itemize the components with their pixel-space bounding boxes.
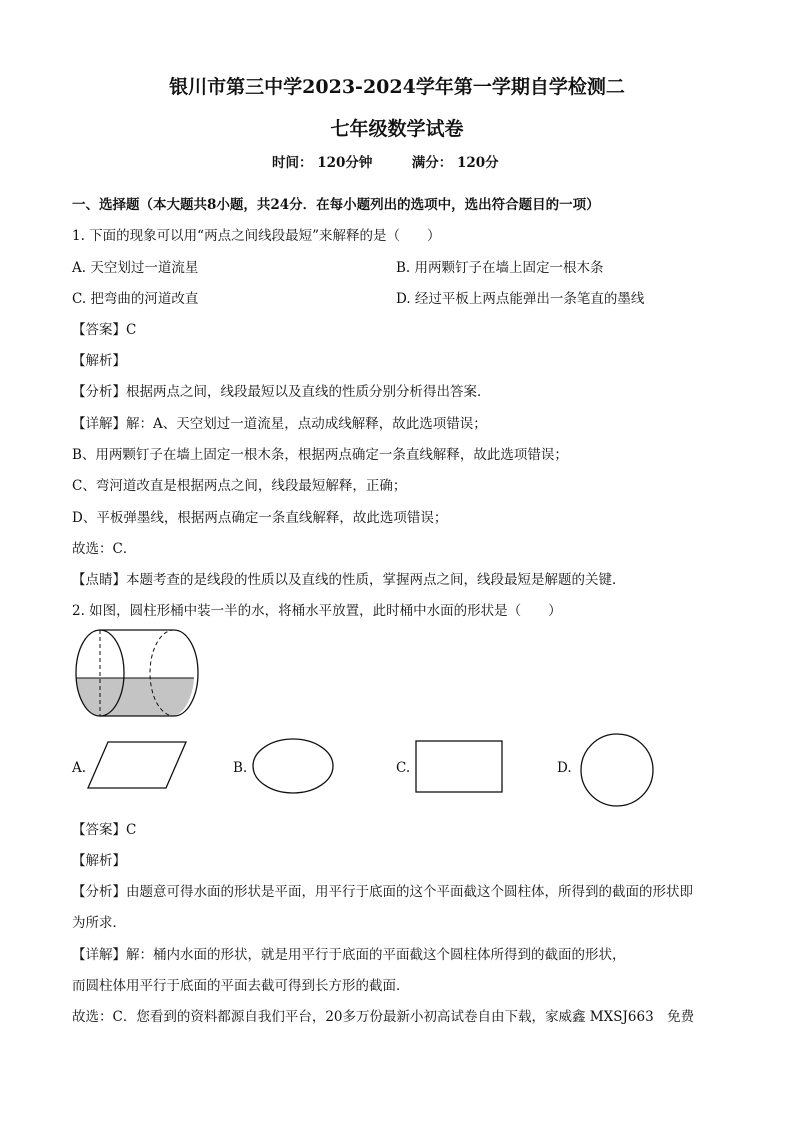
q2-option-a-label: A. bbox=[72, 760, 87, 776]
q1-analysis: 【分析】根据两点之间，线段最短以及直线的性质分别分析得出答案． bbox=[72, 384, 491, 400]
q1-option-a: A. 天空划过一道流星 bbox=[72, 260, 199, 276]
time-value: 120分钟 bbox=[317, 155, 373, 171]
q1-detail-line: C、弯河道改直是根据两点之间，线段最短解释，正确； bbox=[72, 478, 407, 494]
q2-option-d-label: D. bbox=[557, 760, 572, 776]
q2-analysis-line: 【分析】由题意可得水面的形状是平面，用平行于底面的这个平面截这个圆柱体，所得到的截面的形状即 bbox=[72, 884, 693, 900]
q1-option-c: C. 把弯曲的河道改直 bbox=[72, 291, 199, 307]
q1-detail-line: 【详解】解：A、天空划过一道流星，点动成线解释，故此选项错误； bbox=[72, 416, 487, 432]
q2-detail-line: 【详解】解：桶内水面的形状，就是用平行于底面的平面截这个圆柱体所得到的截面的形状， bbox=[72, 947, 626, 963]
q2-analysis-line: 为所求． bbox=[72, 915, 126, 931]
exam-info bbox=[272, 151, 499, 171]
score-value: 120分 bbox=[457, 155, 499, 171]
circle-shape bbox=[580, 733, 654, 807]
page-title: 银川市第三中学2023-2024学年第一学期自学检测二 bbox=[169, 76, 625, 98]
q2-detail-line: 而圆柱体用平行于底面的平面去截可得到长方形的截面． bbox=[72, 978, 410, 994]
q2-conclusion: 故选：C．您看到的资料都源自我们平台，20多万份最新小初高试卷自由下载，家威鑫 MXSJ663 免费 bbox=[72, 1009, 695, 1025]
water-fill bbox=[100, 678, 194, 716]
q2-option-c-label: C. bbox=[396, 760, 411, 776]
score-label: 满分： bbox=[411, 155, 453, 171]
q1-comment: 【点睛】本题考查的是线段的性质以及直线的性质，掌握两点之间，线段最短是解题的关键． bbox=[72, 572, 626, 588]
ellipse-shape bbox=[252, 738, 334, 794]
q2-answer: 【答案】C bbox=[72, 822, 137, 838]
q1-conclusion: 故选：C． bbox=[72, 541, 137, 557]
q1-option-d: D. 经过平板上两点能弹出一条笔直的墨线 bbox=[396, 291, 645, 307]
q2-option-b-label: B. bbox=[233, 760, 248, 776]
q1-stem: 1. 下面的现象可以用“两点之间线段最短”来解释的是（ ） bbox=[72, 228, 441, 244]
q1-detail-line: B、用两颗钉子在墙上固定一根木条，根据两点确定一条直线解释，故此选项错误； bbox=[72, 447, 568, 463]
parallelogram-shape bbox=[88, 740, 188, 790]
rectangle-shape bbox=[415, 740, 505, 794]
page-subtitle: 七年级数学试卷 bbox=[330, 118, 464, 140]
q1-analysis-label: 【解析】 bbox=[72, 353, 126, 369]
section-heading: 一、选择题（本大题共8小题，共24分．在每小题列出的选项中，选出符合题目的一项） bbox=[72, 197, 600, 213]
q1-detail-line: D、平板弹墨线，根据两点确定一条直线解释，故此选项错误； bbox=[72, 510, 448, 526]
cylinder-figure bbox=[70, 630, 202, 722]
q1-answer: 【答案】C bbox=[72, 322, 137, 338]
q1-option-b: B. 用两颗钉子在墙上固定一根木条 bbox=[396, 260, 604, 276]
q2-analysis-label: 【解析】 bbox=[72, 853, 126, 869]
time-label: 时间： bbox=[272, 155, 313, 171]
q2-stem: 2. 如图，圆柱形桶中装一半的水，将桶水平放置，此时桶中水面的形状是（ ） bbox=[72, 603, 562, 619]
